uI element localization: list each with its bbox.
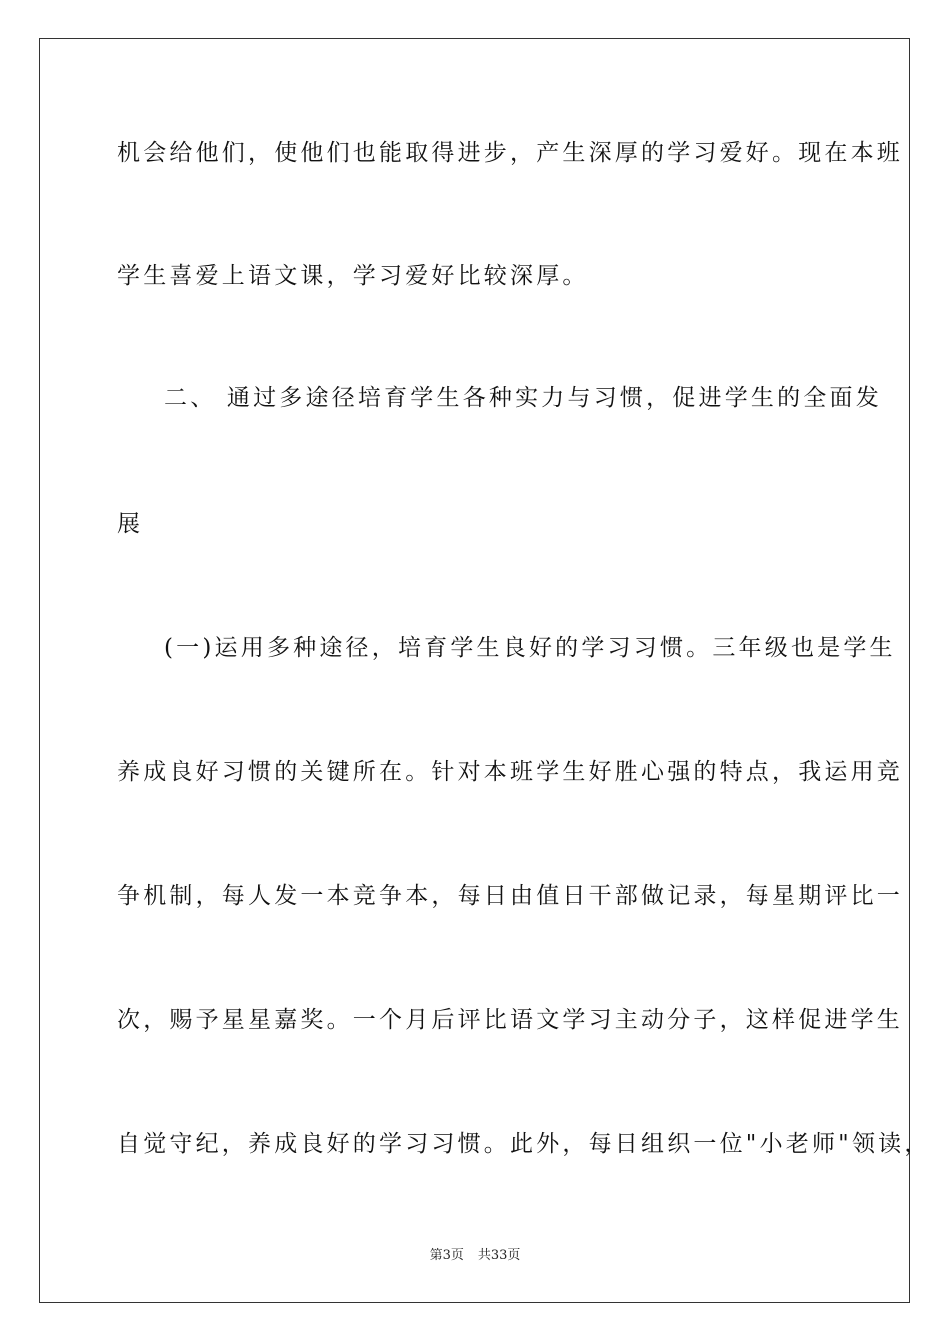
paragraph-line: 争机制，每人发一本竞争本，每日由值日干部做记录，每星期评比一 (117, 883, 903, 909)
paragraph-line: (一)运用多种途径，培育学生良好的学习习惯。三年级也是学生 (164, 635, 896, 661)
paragraph-line: 自觉守纪，养成良好的学习习惯。此外，每日组织一位"小老师"领读， (117, 1131, 931, 1157)
total-pages: 共33页 (477, 1248, 521, 1263)
paragraph-line: 学生喜爱上语文课，学习爱好比较深厚。 (117, 263, 589, 289)
page-footer (0, 1248, 950, 1264)
paragraph-line: 次，赐予星星嘉奖。一个月后评比语文学习主动分子，这样促进学生 (117, 1007, 903, 1033)
page-number: 第3页 (429, 1248, 464, 1263)
section-heading-line: 二、 通过多途径培育学生各种实力与习惯，促进学生的全面发 (164, 385, 882, 411)
paragraph-line: 养成良好习惯的关键所在。针对本班学生好胜心强的特点，我运用竞 (117, 759, 903, 785)
page-frame (39, 38, 910, 1303)
section-heading-line: 展 (117, 511, 144, 537)
paragraph-line: 机会给他们，使他们也能取得进步，产生深厚的学习爱好。现在本班 (117, 140, 903, 166)
